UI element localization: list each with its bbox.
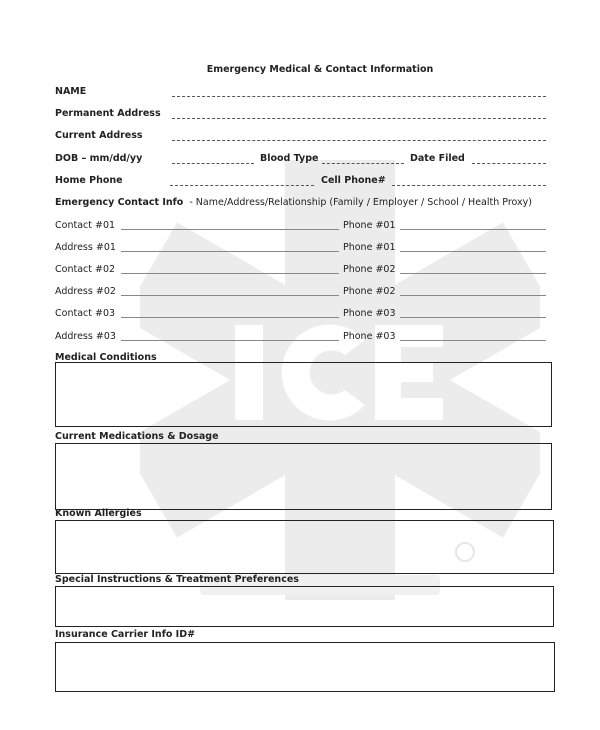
contact-row-field[interactable] [121,295,339,296]
phone-row-field[interactable] [400,317,546,318]
contact-row-label: Address #03 [55,331,116,342]
contact-row-label: Address #01 [55,242,116,253]
phone-row-label: Phone #03 [343,308,396,319]
phone-row-label: Phone #03 [343,331,396,342]
contact-row-field[interactable] [121,229,339,230]
date-filed-field[interactable] [472,163,546,164]
section-label: Known Allergies [55,508,142,519]
contact-row-label: Address #02 [55,286,116,297]
home-phone-field[interactable] [170,185,314,186]
permanent-address-field[interactable] [172,118,546,119]
cell-phone-field[interactable] [392,185,546,186]
section-textarea[interactable] [55,443,552,510]
blood-type-label: Blood Type [260,153,319,164]
name-label: NAME [55,86,87,97]
emergency-contact-label: Emergency Contact Info [55,197,184,208]
section-label: Insurance Carrier Info ID# [55,629,196,640]
phone-row-field[interactable] [400,340,546,341]
phone-row-label: Phone #02 [343,264,396,275]
phone-row-label: Phone #01 [343,242,396,253]
home-phone-label: Home Phone [55,175,123,186]
phone-row-field[interactable] [400,273,546,274]
contact-row-label: Contact #02 [55,264,116,275]
permanent-address-label: Permanent Address [55,108,161,119]
section-label: Current Medications & Dosage [55,431,219,442]
dob-field[interactable] [172,163,254,164]
contact-row-label: Contact #03 [55,308,116,319]
section-textarea[interactable] [55,520,554,574]
emergency-contact-note: - Name/Address/Relationship (Family / Employer / School / Health Proxy) [189,197,532,208]
phone-row-label: Phone #01 [343,220,396,231]
blood-type-field[interactable] [322,163,404,164]
dob-label: DOB – mm/dd/yy [55,153,143,164]
section-label: Medical Conditions [55,352,157,363]
section-textarea[interactable] [55,362,552,427]
section-textarea[interactable] [55,642,555,692]
name-field[interactable] [172,96,546,97]
current-address-label: Current Address [55,130,143,141]
contact-row-field[interactable] [121,340,339,341]
date-filed-label: Date Filed [410,153,465,164]
current-address-field[interactable] [172,140,546,141]
contact-row-field[interactable] [121,273,339,274]
phone-row-field[interactable] [400,251,546,252]
contact-row-field[interactable] [121,251,339,252]
page-title: Emergency Medical & Contact Information [206,64,434,75]
contact-row-label: Contact #01 [55,220,116,231]
section-label: Special Instructions & Treatment Preferences [55,574,299,585]
phone-row-field[interactable] [400,295,546,296]
emergency-contact-heading [55,197,532,208]
phone-row-field[interactable] [400,229,546,230]
section-textarea[interactable] [55,586,554,627]
contact-row-field[interactable] [121,317,339,318]
phone-row-label: Phone #02 [343,286,396,297]
cell-phone-label: Cell Phone# [321,175,386,186]
